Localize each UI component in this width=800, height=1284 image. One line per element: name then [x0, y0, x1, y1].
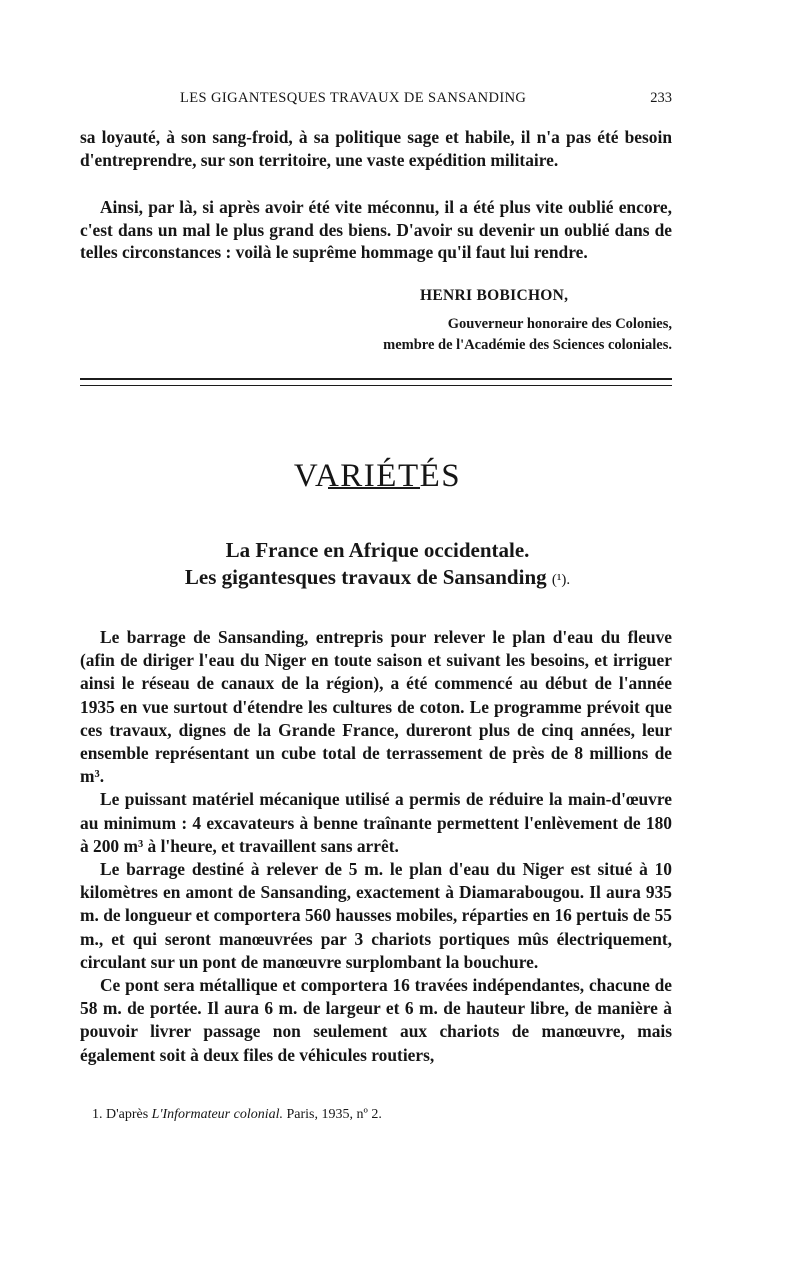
- author-role-line: membre de l'Académie des Sciences coloniales.: [383, 337, 672, 353]
- running-head: [80, 90, 680, 112]
- footnote: [92, 1107, 382, 1123]
- previous-article-paragraph: Ainsi, par là, si après avoir été vite méconnu, il a été plus vite oublié encore, c'est dans un mal le plus grand des biens. D'avoir su devenir un oublié dans de telles circonstances : voilà le suprême hommage qu'il faut lui rendre.: [80, 197, 672, 262]
- article-paragraph: Le puissant matériel mécanique utilisé a permis de réduire la main-d'œuvre au minimum : 4 excavateurs à benne traînante permettent l'enlèvement de 180 à 200 m³ à l'heure, et travaillent sans arrêt.: [80, 789, 672, 856]
- page-number: 233: [650, 90, 672, 106]
- article-paragraph: Le barrage destiné à relever de 5 m. le plan d'eau du Niger est situé à 10 kilomètres en amont de Sansanding, exactement à Diamarabougou. Il aura 935 m. de longueur et comportera 560 hausses mobiles, réparties en 16 pertuis de 55 m., et qui seront manœuvrées par 3 chariots portiques mûs électriquement, circulant sur un pont de manœuvre surplombant la bouchure.: [80, 859, 672, 972]
- article-body: [80, 626, 672, 1067]
- section-divider: [80, 378, 672, 380]
- running-title: LES GIGANTESQUES TRAVAUX DE SANSANDING: [180, 90, 527, 106]
- section-title: VARIÉTÉS: [293, 458, 462, 495]
- author-signature: HENRI BOBICHON,: [420, 287, 569, 304]
- article-title-text: Les gigantesques travaux de Sansanding: [184, 565, 547, 589]
- article-paragraph: Ce pont sera métallique et comportera 16 travées indépendantes, chacune de 58 m. de portée. Il aura 6 m. de largeur et 6 m. de hauteur libre, de manière à pouvoir livrer passage non seulement aux chariots de manœuvre, mais également soit à deux files de véhicules routiers,: [80, 975, 672, 1065]
- footnote-reference[interactable]: (¹).: [551, 572, 571, 588]
- footnote-source: L'Informateur colonial.: [151, 1107, 283, 1122]
- article-title-line: [0, 565, 755, 590]
- author-role-line: Gouverneur honoraire des Colonies,: [447, 316, 672, 332]
- section-title-underline: [328, 487, 420, 489]
- footnote-number: 1.: [92, 1107, 103, 1122]
- previous-article-paragraph: sa loyauté, à son sang-froid, à sa politique sage et habile, il n'a pas été besoin d'entreprendre, sur son territoire, une vaste expédition militaire.: [80, 127, 672, 170]
- section-divider: [80, 385, 672, 386]
- footnote-prefix: D'après: [106, 1107, 149, 1122]
- article-title-line: La France en Afrique occidentale.: [225, 538, 530, 562]
- article-paragraph: Le barrage de Sansanding, entrepris pour relever le plan d'eau du fleuve (afin de diriger l'eau du Niger en toute saison et suivant les besoins, et irriguer ainsi le réseau de canaux de la région), a été commencé au début de l'année 1935 en vue surtout d'étendre les cultures de coton. Le programme prévoit que ces travaux, dignes de la Grande France, dureront plus de cinq années, leur ensemble représentant un cube total de terrassement de près de 8 millions de m³.: [80, 627, 672, 787]
- footnote-details: Paris, 1935, nº 2.: [286, 1107, 382, 1122]
